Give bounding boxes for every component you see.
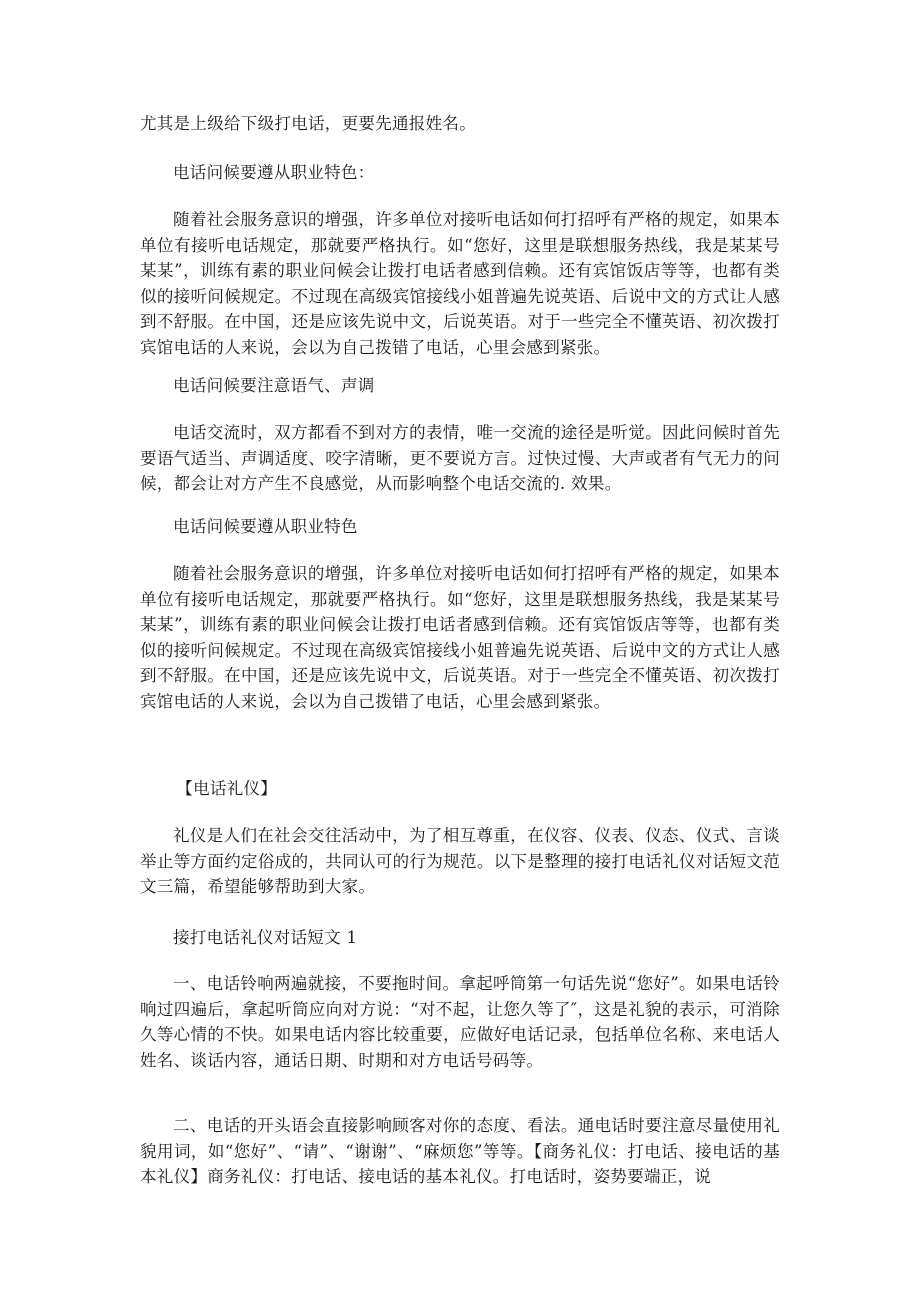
paragraph-service-awareness-1: 随着社会服务意识的增强，许多单位对接听电话如何打招呼有严格的规定，如果本单位有接听电话规定，那就要严格执行。如“您好，这里是联想服务热线，我是某某号某某”，训练有素的职业问候会让拨打电话者感到信赖。还有宾馆饭店等等，也都有类似的接听问候规定。不过现在高级宾馆接线小姐普遍先说英语、后说中文的方式让人感到不舒服。在中国，还是应该先说中文，后说英语。对于一些完全不懂英语、初次拨打宾馆电话的人来说，会以为自己拨错了电话，心里会感到紧张。: [140, 210, 780, 357]
paragraph-phone-communication: 电话交流时，双方都看不到对方的表情，唯一交流的途径是听觉。因此问候时首先要语气适当、声调适度、咬字清晰，更不要说方言。过快过慢、大声或者有气无力的问候，都会让对方产生不良感觉，从而影响整个电话交流的. 效果。: [140, 423, 780, 493]
section-title-phone-etiquette: 【电话礼仪】: [176, 779, 278, 798]
paragraph-point-one: 一、电话铃响两遍就接，不要拖时间。拿起呼筒第一句话先说“您好”。如果电话铃响过四遍后，拿起听筒应向对方说：“对不起，让您久等了″，这是礼貌的表示，可消除久等心情的不快。如果电话内容比较重要，应做好电话记录，包括单位名称、来电话人姓名、谈话内容，通话日期、时期和对方电话号码等。: [140, 974, 780, 1070]
paragraph-etiquette-definition: 礼仪是人们在社会交往活动中，为了相互尊重，在仪容、仪表、仪态、仪式、言谈举止等方面约定俗成的，共同认可的行为规范。以下是整理的接打电话礼仪对话短文范文三篇，希望能够帮助到大家。: [140, 826, 780, 896]
heading-professional-greeting-1: 电话问候要遵从职业特色：: [173, 163, 375, 182]
heading-professional-greeting-2: 电话问候要遵从职业特色: [173, 517, 358, 536]
paragraph-intro-tail: 尤其是上级给下级打电话，更要先通报姓名。: [140, 114, 476, 133]
paragraph-point-two: 二、电话的开头语会直接影响顾客对你的态度、看法。通电话时要注意尽量使用礼貌用词，如“您好”、“请”、“谢谢”、“麻烦您”等等。【商务礼仪：打电话、接电话的基本礼仪】商务礼仪：打电话、接电话的基本礼仪。打电话时，姿势要端正，说: [140, 1116, 780, 1186]
paragraph-service-awareness-2: 随着社会服务意识的增强，许多单位对接听电话如何打招呼有严格的规定，如果本单位有接听电话规定，那就要严格执行。如“您好，这里是联想服务热线，我是某某号某某”，训练有素的职业问候会让拨打电话者感到信赖。还有宾馆饭店等等，也都有类似的接听问候规定。不过现在高级宾馆接线小姐普遍先说英语、后说中文的方式让人感到不舒服。在中国，还是应该先说中文，后说英语。对于一些完全不懂英语、初次拨打宾馆电话的人来说，会以为自己拨错了电话，心里会感到紧张。: [140, 564, 780, 711]
heading-tone-voice: 电话问候要注意语气、声调: [173, 376, 375, 395]
heading-dialogue-essay-1: 接打电话礼仪对话短文 1: [173, 928, 358, 947]
